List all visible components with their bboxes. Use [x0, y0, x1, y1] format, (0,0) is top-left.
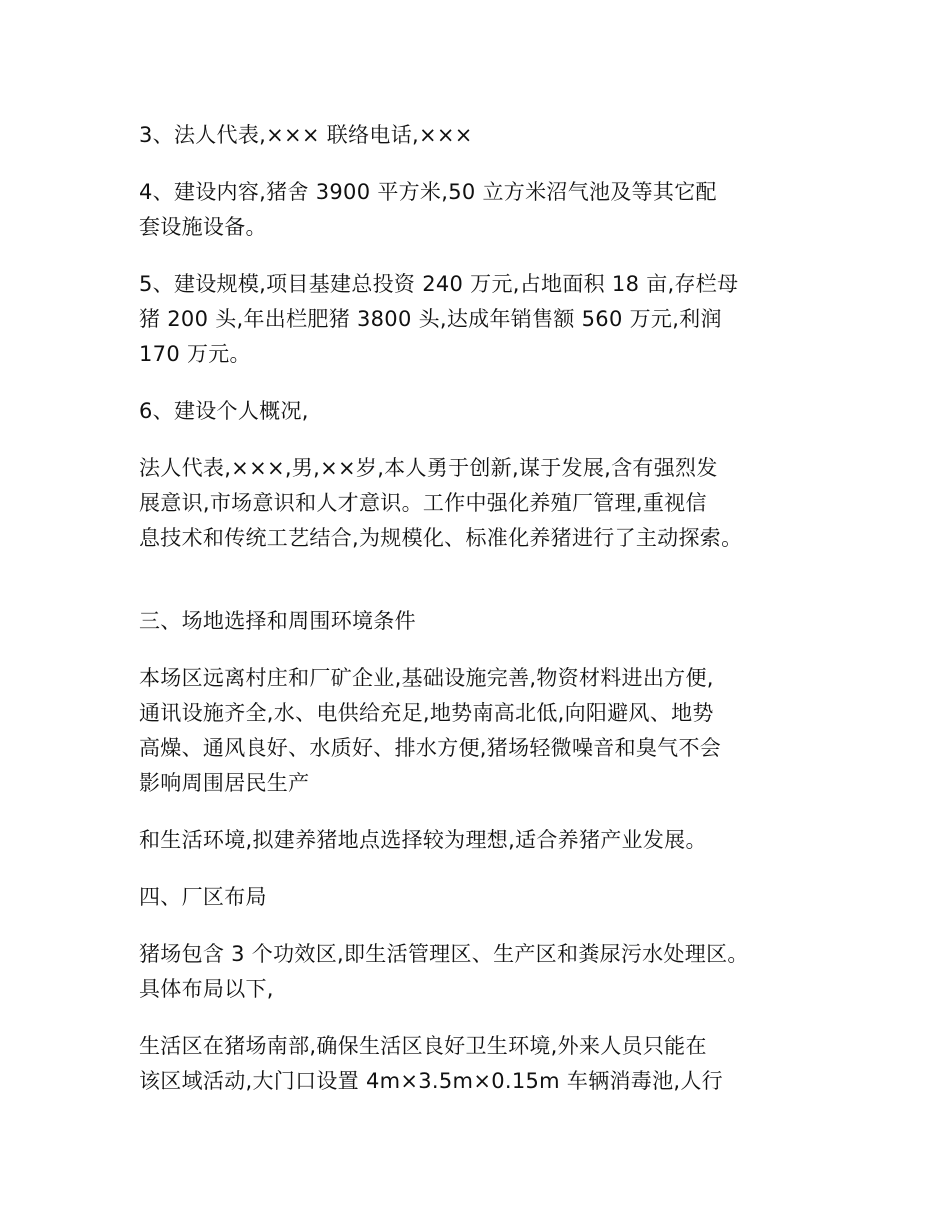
text-line: 和生活环境,拟建养猪地点选择较为理想,适合养猪产业发展。: [139, 828, 707, 852]
paragraph-item-3: [139, 118, 829, 153]
paragraph-site-desc: [139, 661, 829, 801]
paragraph-site-desc-cont: [139, 823, 829, 858]
section-heading-text: 三、场地选择和周围环境条件: [139, 609, 416, 633]
paragraph-item-5: [139, 267, 829, 372]
text-line: 猪 200 头,年出栏肥猪 3800 头,达成年销售额 560 万元,利润: [139, 307, 722, 331]
text-line: 4、建设内容,猪舍 3900 平方米,50 立方米沼气池及等其它配: [139, 180, 717, 204]
paragraph-item-6: [139, 394, 829, 429]
paragraph-living-area: [139, 1029, 829, 1099]
paragraph-item-4: [139, 175, 829, 245]
text-line: 息技术和传统工艺结合,为规模化、标准化养猪进行了主动探索。: [139, 526, 743, 550]
text-line: 3、法人代表,××× 联络电话,×××: [139, 123, 473, 147]
section-heading-text: 四、厂区布局: [139, 885, 267, 909]
section-heading-layout: [139, 880, 829, 915]
text-line: 该区域活动,大门口设置 4m×3.5m×0.15m 车辆消毒池,人行: [139, 1069, 723, 1093]
text-line: 猪场包含 3 个功效区,即生活管理区、生产区和粪尿污水处理区。: [139, 942, 749, 966]
text-line: 法人代表,×××,男,××岁,本人勇于创新,谋于发展,含有强烈发: [139, 456, 718, 480]
text-line: 170 万元。: [139, 342, 251, 366]
paragraph-legal-rep: [139, 451, 829, 556]
paragraph-layout-desc: [139, 937, 829, 1007]
text-line: 通讯设施齐全,水、电供给充足,地势南高北低,向阳避风、地势: [139, 701, 714, 725]
document-page: [139, 118, 829, 1121]
text-line: 本场区远离村庄和厂矿企业,基础设施完善,物资材料进出方便,: [139, 666, 714, 690]
text-line: 具体布局以下,: [139, 977, 274, 1001]
text-line: 生活区在猪场南部,确保生活区良好卫生环境,外来人员只能在: [139, 1034, 707, 1058]
section-heading-site: [139, 604, 829, 639]
text-line: 影响周围居民生产: [139, 771, 310, 795]
text-line: 5、建设规模,项目基建总投资 240 万元,占地面积 18 亩,存栏母: [139, 272, 739, 296]
text-line: 高燥、通风良好、水质好、排水方便,猪场轻微噪音和臭气不会: [139, 736, 722, 760]
text-line: 展意识,市场意识和人才意识。工作中强化养殖厂管理,重视信: [139, 491, 707, 515]
text-line: 套设施设备。: [139, 215, 267, 239]
text-line: 6、建设个人概况,: [139, 399, 309, 423]
